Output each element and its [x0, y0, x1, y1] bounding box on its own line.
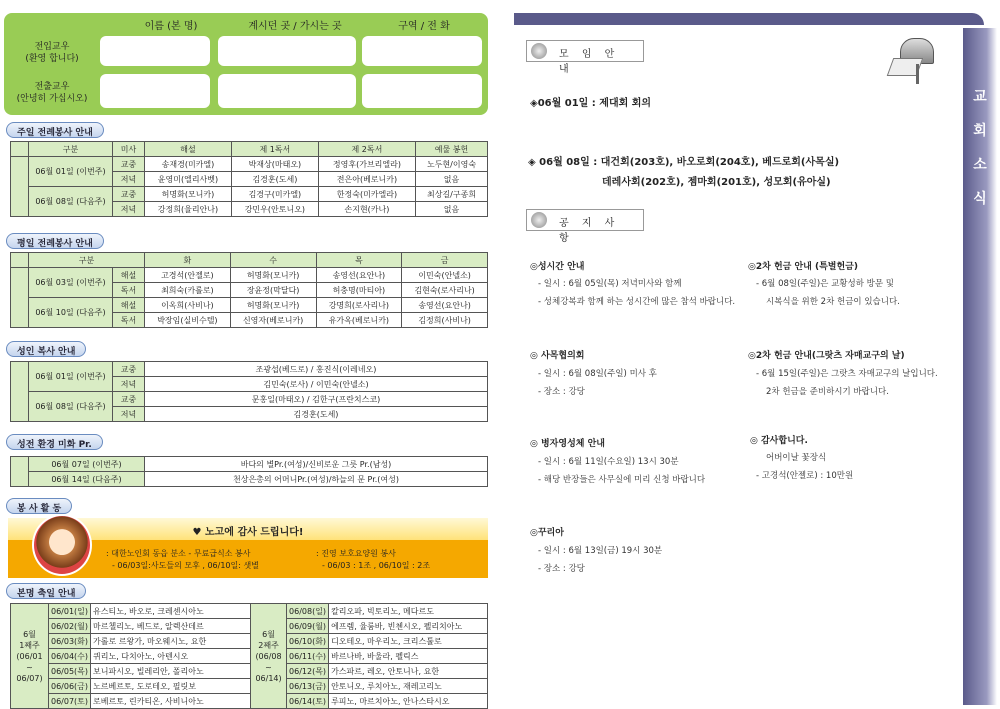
side-char: 소	[973, 157, 987, 173]
side-tab	[963, 28, 997, 705]
meeting-line2: ◈ 06월 08일 : 대건회(203호), 바오로회(204호), 베드로회(사목실)	[528, 157, 840, 168]
outgoing-label: 전출교우 (안녕히 가십시오)	[16, 82, 88, 104]
sunday-table: 구분 미사 해설 제 1독서 제 2독서 예물 봉헌 06월 01일 (이번주) 교중 송재경(미카엘) 박재상(마태오) 정영후(가브리엘라) 노두현/이영숙 저녁 윤영미(엘리사벳) 김경훈(도세) 전은아(베로니카) 없음 06월 08일 (다음주) 교중 허명화(모니카) 김경구(미카엘) 한정숙(미카엘라) 최상길/구종희 저녁 강정희(율리안나) 강민우(안토니오) 손지현(카나) 없음	[10, 141, 488, 217]
notice3-b: - 장소 : 강당	[538, 387, 585, 397]
notice3-a: - 일시 : 6월 08일(주일) 미사 후	[538, 369, 657, 379]
meeting-line3: 데레사회(202호), 젬마회(201호), 성모회(유아실)	[602, 177, 831, 188]
feast-title: 본명 축일 안내	[6, 583, 86, 599]
notice7-b: - 장소 : 강당	[538, 564, 585, 574]
person-icon	[531, 43, 547, 59]
incoming-name-cell	[100, 36, 210, 66]
weekday-title: 평일 전례봉사 안내	[6, 233, 104, 249]
feast-table: 6월 1째주 (06/01 ~ 06/07) 06/01(일) 유스티노, 바오로, 크레센시아노 6월 2째주 (06/08 ~ 06/14) 06/08(일) 칼리오파, 빅토리노, 메다르도 06/02(월) 마르첼리노, 베드로, 알렉산데르 06/09(월) 에프렘, 율룸바, 빈첸시오, 펠리치아노 06/03(화) 가롤로 르왕가, 마오웨시노, 요한 06/10(화) 디오테오, 마우리노, 크리스툴로 06/04(수) 퀴리노, 다치아노, 아텐시오 06/11(수) 바르나바, 바울라, 펠릭스 06/05(목) 보니파시오, 빌레리안, 폴리아노 06/12(목) 가스파르, 레오, 안토니나, 요한 06/06(금) 노르베르토, 도로테오, 필릿보 06/13(금) 안토니오, 루치아노, 재레고리노 06/07(토) 로베르토, 린카티온, 사비니아노 06/14(토) 루피노, 마르치아노, 안나스타시오	[10, 603, 488, 709]
notice4-title: ◎2차 헌금 안내(그랏츠 자매교구의 날)	[748, 351, 905, 361]
notice2-b: 시복식을 위한 2차 헌금이 있습니다.	[766, 297, 900, 307]
notice7-a: - 일시 : 6월 13일(금) 19시 30분	[538, 546, 663, 556]
sunday-title: 주일 전례봉사 안내	[6, 122, 104, 138]
notice-title: 공 지 사 항	[526, 209, 644, 231]
notice5-a: - 일시 : 6월 11일(수요일) 13시 30분	[538, 457, 679, 467]
right-page	[510, 0, 1000, 705]
notice4-b: 2차 헌금을 준비하시기 바랍니다.	[766, 387, 889, 397]
outgoing-district-cell	[362, 74, 482, 108]
top-bar	[514, 13, 984, 25]
person-icon	[531, 212, 547, 228]
incoming-district-cell	[362, 36, 482, 66]
incoming-place-cell	[218, 36, 356, 66]
notice1-a: - 일시 : 6월 05일(목) 저녁미사와 함께	[538, 279, 682, 289]
thanks-text: 노고에 감사 드립니다!	[204, 527, 304, 538]
side-char: 교	[973, 89, 987, 105]
env-title: 성전 환경 미화 Pr.	[6, 434, 103, 450]
weekday-table: 구분 화 수 목 금 06월 03일 (이번주) 해설 고경석(안젤로) 허명화(모니카) 송영선(요안나) 이민숙(안넬소) 독서 최희숙(카롤로) 장윤정(막달다) 허충명(마티아) 김현숙(로사리나) 06월 10일 (다음주) 해설 이옥희(사비나) 허명화(모니카) 강명희(로사리나) 송영선(요안나) 독서 박장임(실비수텔) 신영자(베로니카) 유가옥(베로니카) 김정희(사비나)	[10, 252, 488, 328]
notice6-b: - 고경석(안젤로) : 10만원	[756, 471, 854, 481]
notice5-b: - 해당 반장들은 사무실에 미리 신청 바랍니다	[538, 475, 706, 485]
meeting-title: 모 임 안 내	[526, 40, 644, 62]
notice1-b: - 성체강복과 함께 하는 성시간에 많은 참석 바랍니다.	[538, 297, 736, 307]
service-banner: ♥ 노고에 감사 드립니다! : 대한노인회 동읍 분소 - 무료급식소 봉사 : 진영 보호요양원 봉사 - 06/03일:사도들의 모후 , 06/10일: 샛별 - 06/03 : 1조 , 06/10일 : 2조	[8, 518, 488, 578]
service-line1b: : 진영 보호요양원 봉사	[316, 549, 396, 558]
header-district: 구역 / 전 화	[398, 21, 450, 32]
welcome-box	[4, 13, 488, 115]
adult-table: 06월 01일 (이번주) 교중 조광섭(베드로) / 홍진식(이레네오) 저녁 김민숙(로사) / 이민숙(안넬소) 06월 08일 (다음주) 교중 문홍일(마태오) / 김한구(프란치스코) 저녁 김경훈(도세)	[10, 361, 488, 422]
env-table: 06월 07일 (이번주) 바다의 별Pr.(여성)/신비로운 그릇 Pr.(남성) 06월 14일 (다음주) 천상은총의 어머니Pr.(여성)/하늘의 문 Pr.(여성)	[10, 456, 488, 487]
mailbox-icon	[890, 32, 942, 84]
adult-title: 성인 복사 안내	[6, 341, 86, 357]
incoming-label: 전입교우 (환영 합니다)	[25, 42, 79, 64]
service-line1a: : 대한노인회 동읍 분소 - 무료급식소 봉사	[106, 549, 251, 558]
notice7-title: ◎꾸리아	[530, 528, 564, 538]
side-char: 회	[973, 123, 987, 139]
header-name: 이름 (본 명)	[144, 21, 198, 32]
notice6-title: ◎ 감사합니다.	[750, 436, 808, 446]
service-title: 봉 사 활 동	[6, 498, 72, 514]
family-illustration	[32, 514, 92, 576]
outgoing-place-cell	[218, 74, 356, 108]
notice2-title: ◎2차 헌금 안내 (특별헌금)	[748, 262, 858, 272]
notice6-a: 어버이날 꽃장식	[766, 453, 827, 463]
meeting-line1: ◈06월 01일 : 제대회 회의	[530, 98, 652, 109]
notice2-a: - 6월 08일(주일)은 교황성하 방문 및	[756, 279, 894, 289]
side-char: 식	[973, 191, 987, 207]
notice3-title: ◎ 사목협의회	[530, 351, 585, 361]
left-page	[0, 0, 492, 705]
notice1-title: ◎성시간 안내	[530, 262, 585, 272]
header-place: 계시던 곳 / 가시는 곳	[248, 21, 342, 32]
notice4-a: - 6월 15일(주일)은 그랏츠 자매교구의 날입니다.	[756, 369, 938, 379]
notice5-title: ◎ 병자영성체 안내	[530, 439, 605, 449]
service-line2b: - 06/03 : 1조 , 06/10일 : 2조	[322, 561, 431, 570]
outgoing-name-cell	[100, 74, 210, 108]
service-line2a: - 06/03일:사도들의 모후 , 06/10일: 샛별	[112, 561, 259, 570]
